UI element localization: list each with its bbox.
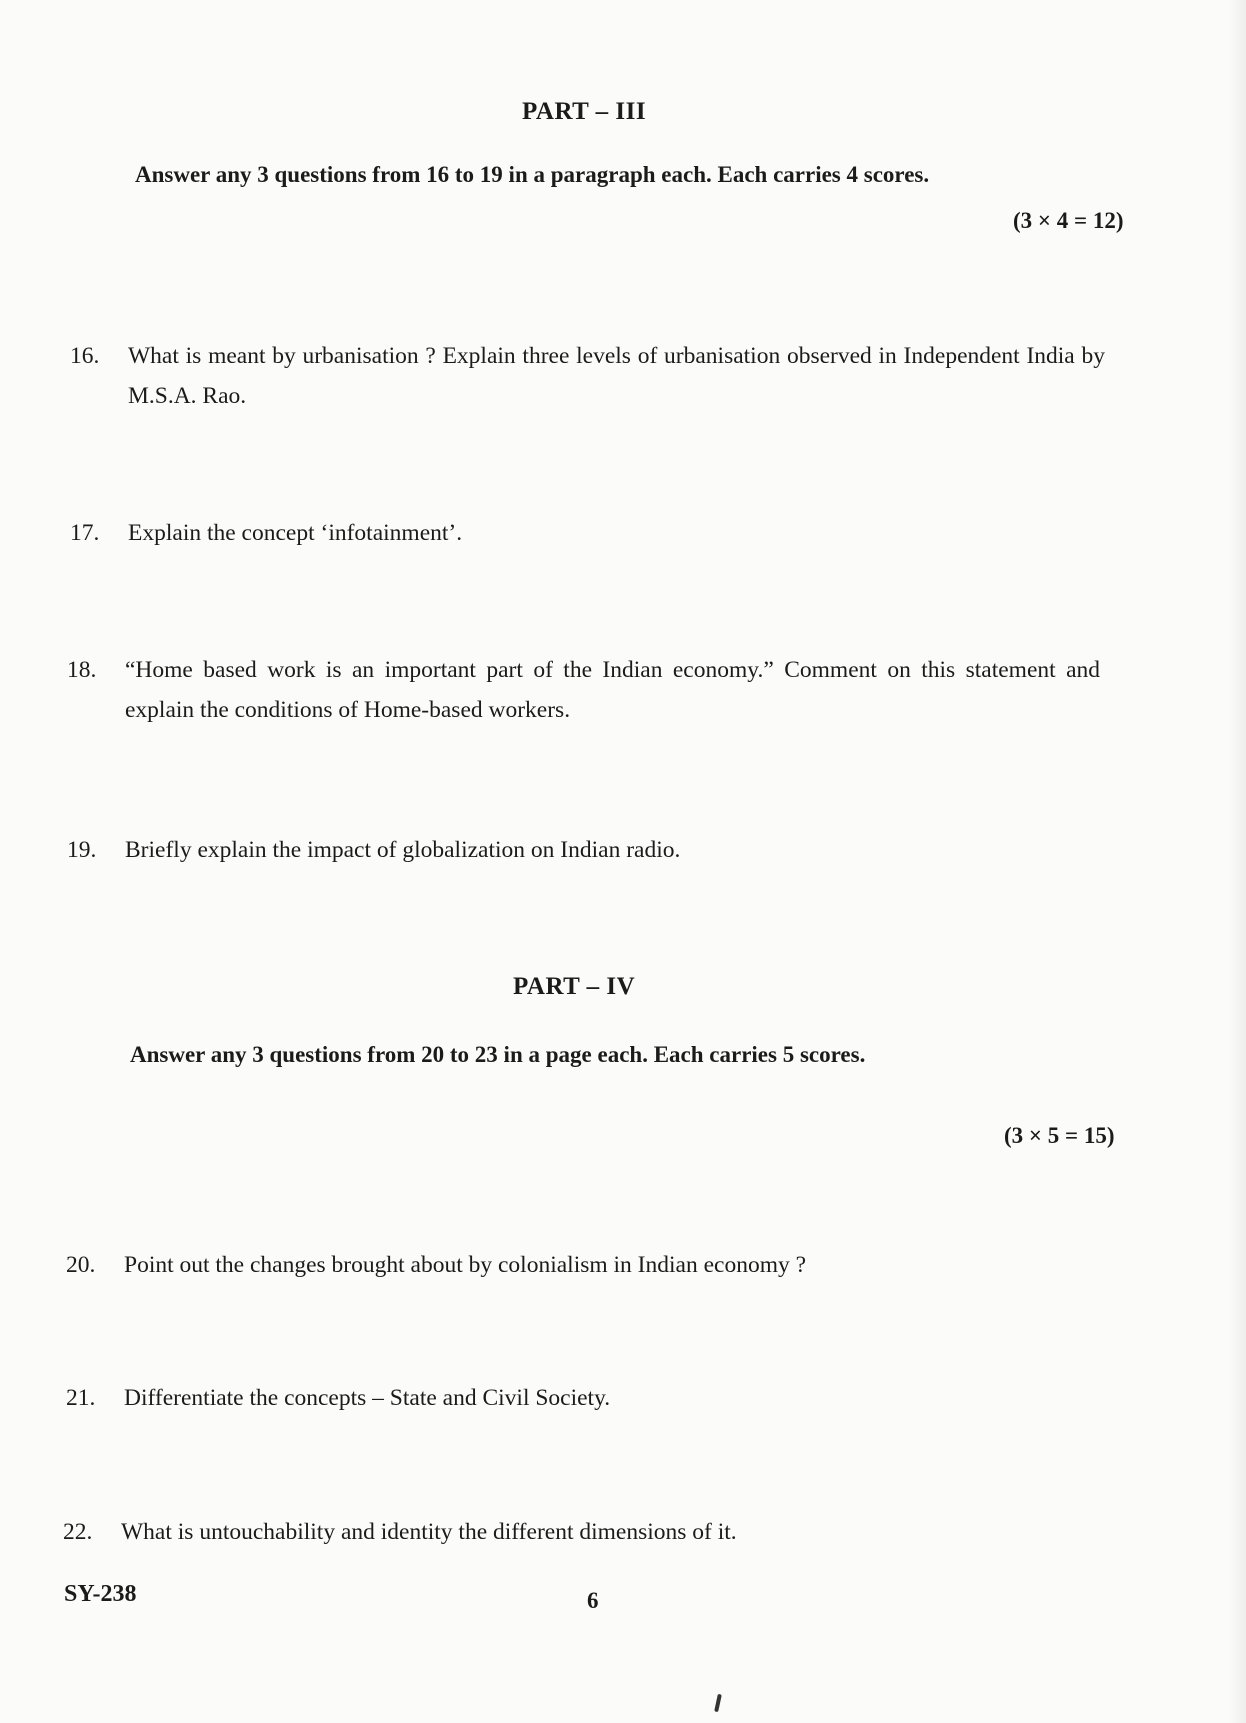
question-number: 22. bbox=[63, 1519, 93, 1545]
question-text: “Home based work is an important part of the Indian economy.” Comment on this statement and explain the conditions of Home-based workers. bbox=[125, 657, 1100, 723]
question-number: 20. bbox=[66, 1252, 96, 1278]
question-text: Explain the concept ‘infotainment’. bbox=[128, 520, 463, 546]
part-4-instruction: Answer any 3 questions from 20 to 23 in a page each. Each carries 5 scores. bbox=[130, 1042, 866, 1067]
question-19 bbox=[67, 830, 1100, 870]
part-3-instruction: Answer any 3 questions from 16 to 19 in a paragraph each. Each carries 4 scores. bbox=[135, 162, 930, 187]
question-20 bbox=[66, 1245, 1106, 1285]
question-18 bbox=[67, 650, 1100, 730]
question-text: Point out the changes brought about by colonialism in Indian economy ? bbox=[124, 1252, 807, 1278]
question-21 bbox=[66, 1378, 1106, 1418]
question-number: 17. bbox=[70, 520, 100, 546]
question-text: What is untouchability and identity the different dimensions of it. bbox=[121, 1519, 737, 1545]
question-number: 16. bbox=[70, 343, 100, 369]
question-17 bbox=[70, 513, 1105, 553]
question-text: Differentiate the concepts – State and Civil Society. bbox=[124, 1385, 611, 1411]
pen-mark bbox=[714, 1694, 722, 1712]
question-text: Briefly explain the impact of globalization on Indian radio. bbox=[125, 837, 681, 863]
part-4-score-formula: (3 × 5 = 15) bbox=[1004, 1123, 1115, 1148]
paper-code: SY-238 bbox=[64, 1581, 137, 1607]
part-3-score-formula: (3 × 4 = 12) bbox=[1013, 208, 1124, 233]
page-number: 6 bbox=[587, 1588, 599, 1613]
question-number: 21. bbox=[66, 1385, 96, 1411]
part-4-heading: PART – IV bbox=[513, 973, 636, 1000]
question-text: What is meant by urbanisation ? Explain three levels of urbanisation observed in Independent India by M.S.A. Rao. bbox=[128, 343, 1105, 409]
question-22 bbox=[63, 1512, 1103, 1552]
page-edge-shadow bbox=[1228, 0, 1246, 1723]
question-number: 18. bbox=[67, 657, 97, 683]
question-number: 19. bbox=[67, 837, 97, 863]
question-16 bbox=[70, 336, 1105, 416]
part-3-heading: PART – III bbox=[522, 98, 647, 125]
